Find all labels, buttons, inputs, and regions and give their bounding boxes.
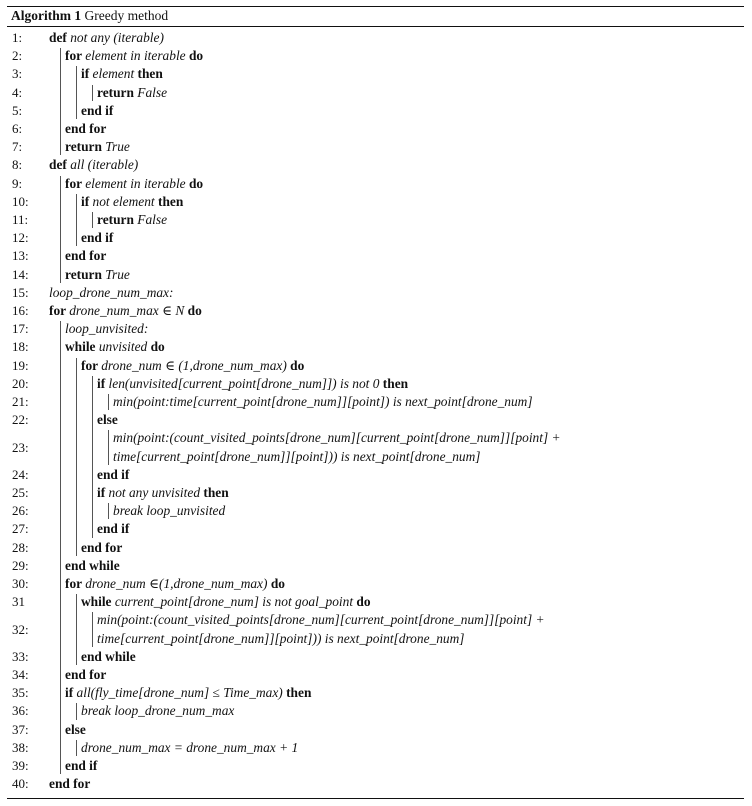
keyword: return <box>97 212 138 227</box>
block-guide <box>108 503 109 519</box>
block-guide <box>92 85 93 101</box>
line-number: 40: <box>12 776 29 792</box>
code-line <box>81 702 234 719</box>
line-number: 8: <box>12 157 23 173</box>
expression: min(point:time[current_point[drone_num]][point]) is next_point[drone_num] <box>113 394 533 409</box>
line-number: 27: <box>12 521 29 537</box>
keyword: while <box>81 594 115 610</box>
keyword: do <box>150 339 165 355</box>
expression: time[current_point[drone_num]][point])) is next_point[drone_num] <box>113 448 481 464</box>
line-number: 19: <box>12 357 29 373</box>
line-number: 37: <box>12 721 29 737</box>
code-line <box>97 520 129 537</box>
expression: not any (iterable) <box>70 30 164 45</box>
code-line <box>113 429 561 446</box>
line-number: 3: <box>12 66 23 82</box>
line-number: 22: <box>12 412 29 428</box>
algorithm-block <box>7 6 744 799</box>
code-line <box>81 739 298 756</box>
keyword: end while <box>81 648 136 664</box>
line-number: 18: <box>12 339 29 355</box>
expression: (1,drone_num_max) <box>178 357 291 373</box>
line-number: 11: <box>12 212 29 227</box>
line-number: 13: <box>12 248 29 264</box>
line-number: 33: <box>12 648 29 664</box>
block-guide <box>76 594 77 665</box>
line-number: 28: <box>12 539 29 555</box>
line-number: 26: <box>12 503 29 519</box>
expression: all (iterable) <box>70 157 139 173</box>
line-number: 34: <box>12 667 29 682</box>
expression: ≤ <box>212 685 224 701</box>
algorithm-caption <box>11 7 168 25</box>
keyword: return <box>97 84 138 100</box>
code-line <box>49 284 173 301</box>
keyword: end for <box>49 776 91 792</box>
keyword: for <box>49 303 70 318</box>
code-line <box>113 448 480 465</box>
code-line <box>97 611 545 628</box>
keyword: end for <box>65 667 107 682</box>
code-line <box>81 357 304 374</box>
expression: False <box>137 212 168 227</box>
line-number: 4: <box>12 84 23 100</box>
code-line <box>97 630 464 647</box>
line-number: 15: <box>12 284 29 300</box>
expression: break loop_unvisited <box>113 503 226 519</box>
code-line <box>65 120 106 137</box>
block-guide <box>76 66 77 119</box>
code-line <box>81 539 122 556</box>
keyword: end if <box>65 758 98 773</box>
line-number: 1: <box>12 30 23 45</box>
block-guide <box>92 376 93 538</box>
code-line <box>49 156 138 173</box>
expression: time[current_point[drone_num]][point])) is next_point[drone_num] <box>97 630 465 646</box>
code-line <box>65 666 106 683</box>
line-number: 24: <box>12 466 29 482</box>
line-number: 9: <box>12 175 23 191</box>
line-number: 30: <box>12 576 29 591</box>
code-line <box>97 211 167 228</box>
keyword: for <box>65 48 86 64</box>
line-number: 12: <box>12 230 29 246</box>
code-line <box>81 229 113 246</box>
code-line <box>81 593 371 610</box>
expression: loop_unvisited: <box>65 321 149 337</box>
code-line <box>49 302 202 319</box>
expression: ∈ <box>149 576 159 591</box>
expression: element in iterable <box>85 48 189 64</box>
expression: ∈ <box>165 357 179 373</box>
keyword: end if <box>81 102 114 118</box>
expression: True <box>105 266 130 282</box>
expression: drone_num_max = drone_num_max + 1 <box>81 739 299 755</box>
code-line <box>65 557 120 574</box>
keyword: if <box>97 375 109 391</box>
block-guide <box>76 358 77 556</box>
code-line <box>81 648 136 665</box>
keyword: while <box>65 339 99 355</box>
line-number: 7: <box>12 139 23 155</box>
expression: not element <box>92 193 158 209</box>
expression: drone_num_max <box>69 303 163 318</box>
keyword: do <box>188 48 204 64</box>
code-line <box>49 775 90 792</box>
keyword: then <box>203 485 229 500</box>
code-line <box>113 502 225 519</box>
expression: all(fly_time[drone_num] <box>76 685 213 701</box>
keyword: then <box>382 375 409 391</box>
keyword: do <box>290 357 305 373</box>
line-number: 25: <box>12 485 29 500</box>
keyword: end while <box>65 557 120 573</box>
keyword: if <box>97 485 109 500</box>
code-line <box>81 193 183 210</box>
expression: drone_num <box>85 576 150 591</box>
keyword: if <box>81 66 93 82</box>
keyword: end for <box>81 539 123 555</box>
code-line <box>65 175 203 192</box>
line-number: 29: <box>12 557 29 573</box>
keyword: then <box>157 193 184 209</box>
keyword: end for <box>65 248 107 264</box>
line-number: 17: <box>12 321 29 337</box>
code-line <box>65 757 97 774</box>
keyword: for <box>65 175 86 191</box>
keyword: if <box>81 193 93 209</box>
keyword: def <box>49 157 71 173</box>
block-guide <box>60 48 61 155</box>
code-line <box>65 575 285 592</box>
line-number: 5: <box>12 102 23 118</box>
algorithm-label: Algorithm 1 <box>11 8 82 23</box>
keyword: do <box>187 303 202 318</box>
expression: min(point:(count_visited_points[drone_num][current_point[drone_num]][point] + <box>113 430 561 446</box>
line-number: 36: <box>12 703 29 719</box>
keyword: do <box>356 594 371 610</box>
expression: min(point:(count_visited_points[drone_num][current_point[drone_num]][point] + <box>97 612 545 628</box>
block-guide <box>92 612 93 646</box>
line-number: 39: <box>12 758 29 773</box>
keyword: if <box>65 685 77 701</box>
keyword: return <box>65 139 106 155</box>
code-line <box>65 721 86 738</box>
expression: (1,drone_num_max) <box>159 576 271 591</box>
code-line <box>65 47 203 64</box>
keyword: end for <box>65 121 107 136</box>
code-line <box>97 411 118 428</box>
line-number: 14: <box>12 266 29 282</box>
keyword: then <box>286 685 312 701</box>
block-guide <box>108 394 109 410</box>
expression: element in iterable <box>85 175 189 191</box>
block-guide <box>76 740 77 756</box>
line-number: 2: <box>12 48 23 64</box>
code-line <box>65 684 311 701</box>
code-line <box>113 393 533 410</box>
code-line <box>65 338 165 355</box>
expression: loop_drone_num_max: <box>49 284 174 300</box>
line-number: 32: <box>12 621 29 637</box>
expression: drone_num <box>101 357 166 373</box>
block-guide <box>60 176 61 283</box>
line-number: 38: <box>12 739 29 755</box>
expression: not any unvisited <box>108 485 204 500</box>
code-line <box>65 266 130 283</box>
line-number: 6: <box>12 121 23 136</box>
keyword: for <box>65 576 86 591</box>
code-line <box>97 484 229 501</box>
expression: break loop_drone_num_max <box>81 703 235 719</box>
expression: Time_max) <box>223 685 287 701</box>
keyword: then <box>137 66 163 82</box>
line-number: 21: <box>12 394 29 409</box>
caption-rule <box>7 26 744 27</box>
keyword: end if <box>97 521 130 537</box>
keyword: end if <box>97 466 130 482</box>
line-number: 20: <box>12 375 29 391</box>
code-line <box>97 84 167 101</box>
line-number: 31 <box>12 594 25 610</box>
code-line <box>81 65 163 82</box>
block-guide <box>60 321 61 774</box>
keyword: for <box>81 357 102 373</box>
code-line <box>65 320 148 337</box>
line-number: 10: <box>12 193 29 209</box>
expression: len(unvisited[current_point[drone_num]]) is not 0 <box>108 375 383 391</box>
block-guide <box>76 703 77 719</box>
code-line <box>65 247 106 264</box>
expression: element <box>92 66 138 82</box>
line-number: 16: <box>12 303 29 318</box>
expression: N <box>175 303 188 318</box>
line-number: 23: <box>12 439 29 455</box>
code-line <box>97 466 129 483</box>
block-guide <box>92 212 93 228</box>
expression: True <box>105 139 130 155</box>
block-guide <box>108 430 109 464</box>
bottom-rule <box>7 798 744 799</box>
expression: False <box>137 84 168 100</box>
algorithm-name: Greedy method <box>84 8 169 23</box>
keyword: def <box>49 30 71 45</box>
keyword: end if <box>81 230 114 246</box>
code-line <box>65 138 130 155</box>
keyword: return <box>65 266 106 282</box>
block-guide <box>76 194 77 247</box>
line-number: 35: <box>12 685 29 701</box>
keyword: else <box>65 721 86 737</box>
code-line <box>49 29 164 46</box>
code-line <box>97 375 408 392</box>
keyword: do <box>270 576 285 591</box>
expression: ∈ <box>162 303 176 318</box>
code-line <box>81 102 113 119</box>
keyword: do <box>188 175 204 191</box>
expression: current_point[drone_num] is not goal_point <box>114 594 357 610</box>
expression: unvisited <box>98 339 151 355</box>
keyword: else <box>97 412 118 428</box>
